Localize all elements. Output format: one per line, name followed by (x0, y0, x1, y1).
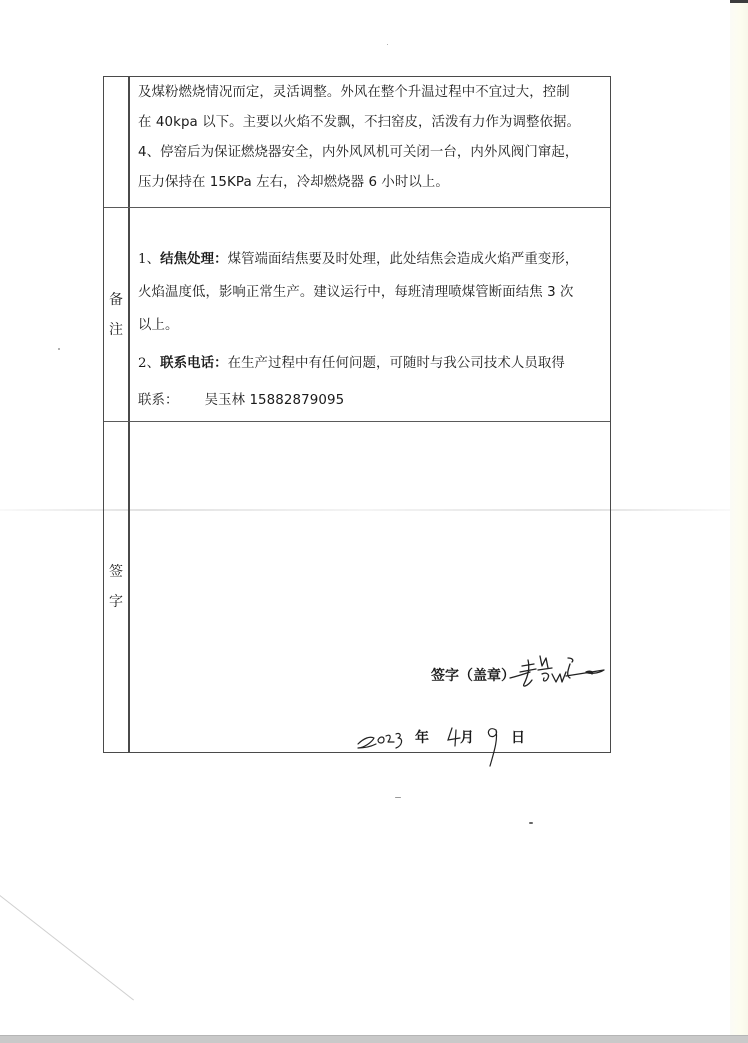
note-item-title: 结焦处理： (160, 252, 228, 267)
text-line: 4、停窑后为保证燃烧器安全，内外风风机可关闭一台，内外风阀门窜起， (138, 145, 579, 160)
note-item-number: 2、 (138, 356, 161, 371)
handwritten-year (356, 726, 416, 752)
note-item-2-line (138, 352, 565, 371)
date-year-label: 年 (415, 730, 429, 746)
signature-label-char: 签 (109, 564, 123, 580)
text-line: 以上。 (138, 318, 179, 333)
contact-line: 联系： 吴玉林 15882879095 (138, 393, 345, 408)
procedure-continuation-row (104, 77, 610, 207)
note-item-number: 1、 (138, 252, 161, 267)
date-month-label: 月 (460, 730, 474, 746)
signature-label-char: 字 (109, 594, 123, 610)
paper-diagonal-crease (0, 895, 134, 1000)
notes-label-char: 备 (109, 291, 123, 308)
date-day-label: 日 (511, 730, 525, 746)
signature-row (104, 421, 610, 752)
notes-label-char: 注 (109, 321, 123, 338)
procedure-text-cell (130, 77, 604, 207)
signature-label (104, 422, 128, 752)
note-item-1-line (138, 248, 578, 267)
signature-stamp-label: 签字（盖章） (431, 668, 515, 684)
signature-content-cell (130, 422, 604, 752)
text-line: 及煤粉燃烧情况而定，灵活调整。外风在整个升温过程中不宜过大，控制 (138, 85, 570, 100)
handwritten-signature (508, 652, 608, 694)
page-edge (730, 0, 748, 1035)
notes-label (104, 208, 128, 421)
text-line: 压力保持在 15KPa 左右，冷却燃烧器 6 小时以上。 (138, 175, 449, 190)
row-label-empty (104, 77, 128, 207)
note-item-text: 煤管端面结焦要及时处理，此处结焦会造成火焰严重变形， (227, 252, 579, 267)
text-line: 在 40kpa 以下。主要以火焰不发飘，不扫窑皮，活泼有力作为调整依据。 (138, 115, 580, 130)
text-line: 火焰温度低，影响正常生产。建议运行中，每班清理喷煤管断面结焦 3 次 (138, 285, 574, 300)
notes-content-cell (130, 208, 604, 421)
note-item-title: 联系电话： (160, 356, 228, 371)
notes-row (104, 207, 610, 421)
note-item-text: 在生产过程中有任何问题，可随时与我公司技术人员取得 (227, 356, 565, 371)
handwritten-day (484, 722, 504, 770)
scan-corner-mark (730, 0, 748, 3)
